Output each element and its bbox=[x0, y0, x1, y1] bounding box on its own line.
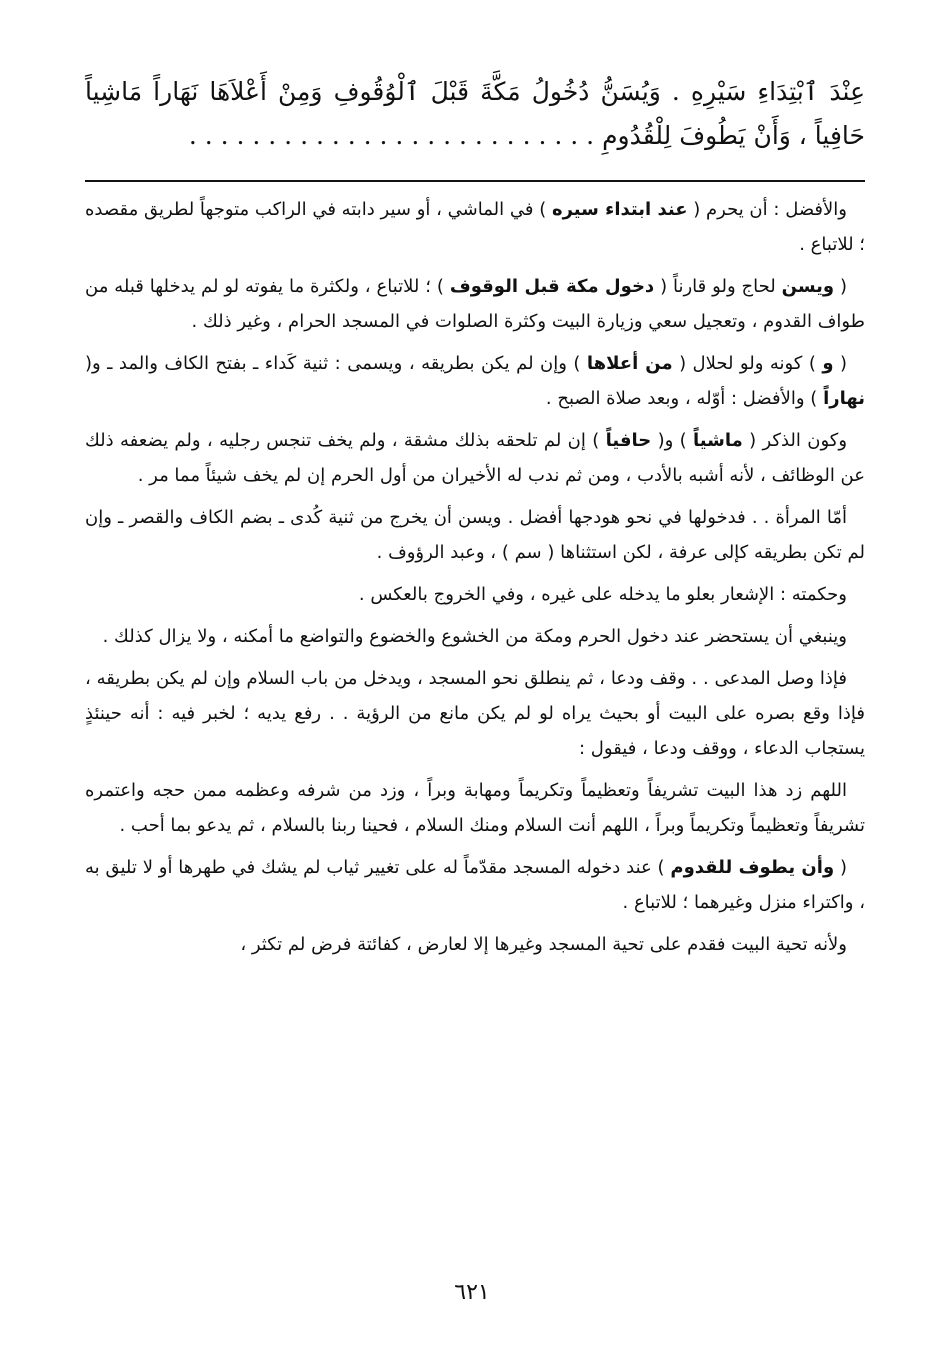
commentary-paragraph: والأفضل : أن يحرم ( عند ابتداء سيره ) في الماشي ، أو سير دابته في الراكب متوجهاً لطريق مقصده ؛ للاتباع . bbox=[85, 199, 865, 255]
matn-text bbox=[85, 70, 865, 158]
commentary-paragraph: ( وأن يطوف للقدوم ) عند دخوله المسجد مقدّماً له على تغيير ثياب لم يشك في طهرها أو لا تليق به ، واكتراء منزل وغيرهما ؛ للاتباع . bbox=[85, 857, 865, 913]
page-number: ٦٢١ bbox=[454, 1280, 490, 1305]
commentary-paragraph: ( و ) كونه ولو لحلال ( من أعلاها ) وإن لم يكن بطريقه ، ويسمى : ثنية كَداء ـ بفتح الكاف والمد ـ و( نهاراً ) والأفضل : أوّله ، وبعد صلاة الصبح . bbox=[85, 353, 865, 409]
commentary-paragraph: ( ويسن لحاج ولو قارناً ( دخول مكة قبل الوقوف ) ؛ للاتباع ، ولكثرة ما يفوته لو لم يدخلها قبله من طواف القدوم ، وتعجيل سعي وزيارة البيت وكثرة الصلوات في المسجد الحرام ، وغير ذلك . bbox=[85, 276, 865, 332]
separator-rule bbox=[85, 180, 865, 182]
commentary bbox=[85, 192, 865, 962]
commentary-paragraph: اللهم زد هذا البيت تشريفاً وتعظيماً وتكريماً ومهابة وبراً ، وزد من شرفه وعظمه ممن حجه واعتمره تشريفاً وتعظيماً وتكريماً وبراً ، اللهم أنت السلام ومنك السلام ، فحينا ربنا بالسلام ، ثم يدعو بما أحب . bbox=[85, 780, 865, 836]
commentary-paragraph: فإذا وصل المدعى . . وقف ودعا ، ثم ينطلق نحو المسجد ، ويدخل من باب السلام وإن لم يكن بطريقه ، فإذا وقع بصره على البيت أو بحيث يراه لو لم يكن مانع من الرؤية . . رفع يديه ؛ لخبر فيه : أنه حينئذٍ يستجاب الدعاء ، ووقف ودعا ، فيقول : bbox=[85, 668, 865, 759]
commentary-paragraph: وينبغي أن يستحضر عند دخول الحرم ومكة من الخشوع والخضوع والتواضع ما أمكنه ، ولا يزال كذلك . bbox=[102, 626, 847, 647]
commentary-paragraph: وكون الذكر ( ماشياً ) و( حافياً ) إن لم تلحقه بذلك مشقة ، ولم يخف تنجس رجليه ، ولم يضعفه ذلك عن الوظائف ، لأنه أشبه بالأدب ، ومن ثم ندب له الأخيران من أول الحرم إن لم يخف شيئاً مما مر . bbox=[85, 430, 865, 486]
matn-dots: . . . . . . . . . . . . . . . . . . . . . . . . . . bbox=[188, 121, 595, 150]
page-body bbox=[85, 70, 865, 969]
commentary-paragraph: أمّا المرأة . . فدخولها في نحو هودجها أفضل . ويسن أن يخرج من ثنية كُدى ـ بضم الكاف والقصر ـ وإن لم تكن بطريقه كإلى عرفة ، لكن استثناها ( سم ) ، وعبد الرؤوف . bbox=[85, 507, 865, 563]
commentary-paragraph: ولأنه تحية البيت فقدم على تحية المسجد وغيرها إلا لعارض ، كفائتة فرض لم تكثر ، bbox=[240, 934, 847, 955]
commentary-paragraph: وحكمته : الإشعار بعلو ما يدخله على غيره ، وفي الخروج بالعكس . bbox=[358, 584, 847, 605]
matn-line: عِنْدَ ٱبْتِدَاءِ سَيْرِهِ . وَيُسَنُّ دُخُولُ مَكَّةَ قَبْلَ ٱلْوُقُوفِ وَمِنْ أَعْلاَهَا نَهَاراً مَاشِياً حَافِياً ، وَأَنْ يَطُوفَ لِلْقُدُومِ bbox=[85, 77, 865, 150]
